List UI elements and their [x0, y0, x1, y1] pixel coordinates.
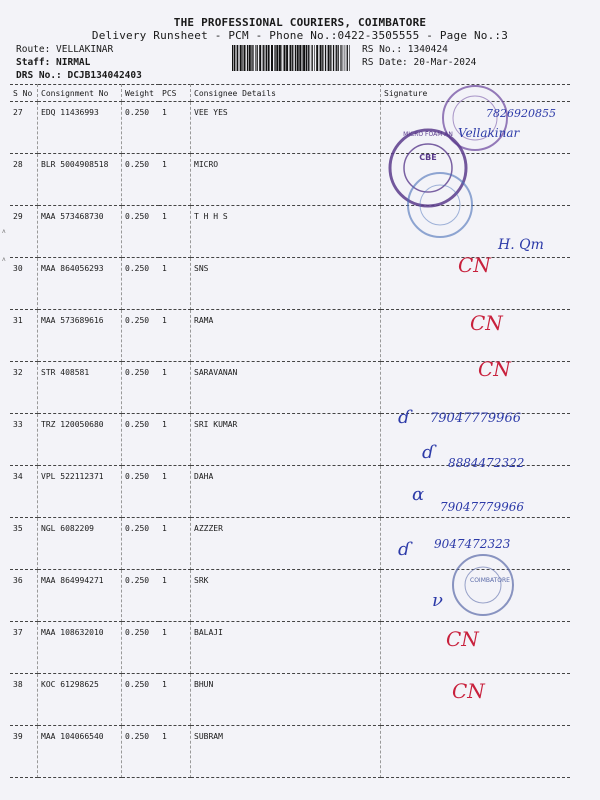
handwritten-signature: ɗ [398, 539, 411, 560]
cell-consignee: MICRO [191, 154, 381, 206]
barcode-bar [292, 45, 293, 71]
barcode-bar [232, 45, 233, 71]
col-header-signature: Signature [381, 85, 571, 102]
barcode-bar [240, 45, 242, 71]
cell-sno: 32 [10, 362, 38, 414]
barcode-bar [302, 45, 303, 71]
cell-consignment-no: TRZ 120050680 [38, 414, 122, 466]
barcode-image [232, 45, 352, 71]
barcode-bar [310, 45, 311, 71]
cell-weight: 0.250 [122, 258, 160, 310]
handwritten-signature: ɗ [398, 407, 411, 428]
cell-consignment-no: EDQ 11436993 [38, 102, 122, 154]
cell-sno: 28 [10, 154, 38, 206]
cell-consignee: RAMA [191, 310, 381, 362]
table-row [10, 154, 570, 206]
barcode-bar [236, 45, 237, 71]
handwritten-phone: 7826920855 [486, 107, 556, 120]
barcode-bar [338, 45, 339, 71]
barcode-bar [251, 45, 252, 71]
cell-pcs: 1 [159, 570, 191, 622]
cell-consignee: SNS [191, 258, 381, 310]
barcode-bar [282, 45, 283, 71]
barcode-bar [303, 45, 305, 71]
cell-signature [381, 674, 571, 726]
barcode-bar [234, 45, 235, 71]
table-row [10, 726, 570, 778]
cell-consignee: SRK [191, 570, 381, 622]
barcode-bar [244, 45, 246, 71]
barcode-bar [320, 45, 322, 71]
table-row [10, 622, 570, 674]
route-label: Route: VELLAKINAR [16, 44, 114, 55]
barcode-bar [271, 45, 273, 71]
cell-consignment-no: MAA 104066540 [38, 726, 122, 778]
table-row [10, 102, 570, 154]
barcode-bar [330, 45, 331, 71]
barcode-bar [279, 45, 281, 71]
barcode-bar [237, 45, 238, 71]
cell-signature [381, 102, 571, 154]
barcode-bar [297, 45, 299, 71]
company-title: THE PROFESSIONAL COURIERS, COIMBATORE [173, 16, 427, 29]
cell-sno: 29 [10, 206, 38, 258]
cell-weight: 0.250 [122, 466, 160, 518]
stamp-ring-text: MICRO FOAM AN [403, 131, 453, 138]
table-row [10, 362, 570, 414]
cell-consignment-no: BLR 5004908518 [38, 154, 122, 206]
cell-sno: 37 [10, 622, 38, 674]
cell-pcs: 1 [159, 362, 191, 414]
handwritten-cn: CN [458, 253, 491, 277]
cell-pcs: 1 [159, 310, 191, 362]
cell-signature [381, 154, 571, 206]
cell-weight: 0.250 [122, 726, 160, 778]
barcode-bar [341, 45, 342, 71]
barcode-bar [259, 45, 261, 71]
cell-consignee: BALAJI [191, 622, 381, 674]
cell-weight: 0.250 [122, 102, 160, 154]
handwritten-cn: CN [470, 311, 503, 335]
barcode-bar [333, 45, 334, 71]
cell-consignment-no: MAA 108632010 [38, 622, 122, 674]
cell-signature [381, 310, 571, 362]
barcode-bar [257, 45, 258, 71]
cell-consignment-no: MAA 864994271 [38, 570, 122, 622]
table-row [10, 674, 570, 726]
cell-pcs: 1 [159, 414, 191, 466]
cell-pcs: 1 [159, 518, 191, 570]
handwritten-signature: H. Qm [498, 237, 544, 253]
cell-sno: 30 [10, 258, 38, 310]
cell-pcs: 1 [159, 674, 191, 726]
cell-weight: 0.250 [122, 310, 160, 362]
col-header-consignment: Consignment No [38, 85, 122, 102]
cell-consignment-no: MAA 573689616 [38, 310, 122, 362]
cell-pcs: 1 [159, 206, 191, 258]
handwritten-signature: Vellakinar [458, 126, 520, 140]
table-row [10, 258, 570, 310]
cell-sno: 36 [10, 570, 38, 622]
cell-consignee: SUBRAM [191, 726, 381, 778]
handwritten-signature: ν [432, 590, 443, 611]
barcode-bar [316, 45, 318, 71]
cell-consignment-no: VPL 522112371 [38, 466, 122, 518]
cell-signature [381, 518, 571, 570]
rs-number: RS No.: 1340424 [362, 44, 448, 55]
cell-sno: 33 [10, 414, 38, 466]
table-header-row [10, 85, 570, 102]
barcode-bar [266, 45, 267, 71]
cell-sno: 35 [10, 518, 38, 570]
barcode-bar [347, 45, 348, 71]
col-header-pcs: PCS [159, 85, 191, 102]
cell-pcs: 1 [159, 154, 191, 206]
cell-weight: 0.250 [122, 414, 160, 466]
cell-consignment-no: MAA 573468730 [38, 206, 122, 258]
cell-sno: 34 [10, 466, 38, 518]
barcode-bar [343, 45, 344, 71]
cell-signature [381, 726, 571, 778]
table-row [10, 310, 570, 362]
barcode-bar [349, 45, 350, 71]
barcode-bar [253, 45, 254, 71]
cell-signature [381, 206, 571, 258]
cell-consignee: AZZZER [191, 518, 381, 570]
barcode-bar [345, 45, 346, 71]
barcode-bar [249, 45, 251, 71]
cell-pcs: 1 [159, 102, 191, 154]
cell-sno: 38 [10, 674, 38, 726]
rs-date: RS Date: 20-Mar-2024 [362, 57, 477, 68]
barcode-bar [322, 45, 323, 71]
handwritten-signature: ɑ [412, 484, 425, 505]
cell-weight: 0.250 [122, 518, 160, 570]
table-row [10, 466, 570, 518]
barcode-bar [336, 45, 337, 71]
cell-consignee: SARAVANAN [191, 362, 381, 414]
barcode-bar [265, 45, 266, 71]
cell-weight: 0.250 [122, 674, 160, 726]
handwritten-cn: CN [478, 357, 511, 381]
barcode-bar [268, 45, 270, 71]
table-row [10, 414, 570, 466]
cell-consignee: BHUN [191, 674, 381, 726]
cell-signature [381, 622, 571, 674]
cell-pcs: 1 [159, 622, 191, 674]
barcode-bar [299, 45, 301, 71]
barcode-bar [312, 45, 313, 71]
table-row [10, 518, 570, 570]
barcode-bar [263, 45, 264, 71]
cell-signature [381, 414, 571, 466]
cell-consignment-no: KOC 61298625 [38, 674, 122, 726]
cell-signature [381, 362, 571, 414]
cell-signature [381, 258, 571, 310]
barcode-bar [276, 45, 278, 71]
table-row [10, 570, 570, 622]
drs-label: DRS No.: DCJB134042403 [16, 70, 142, 81]
barcode-bar [247, 45, 248, 71]
cell-sno: 31 [10, 310, 38, 362]
barcode-bar [286, 45, 288, 71]
barcode-bar [274, 45, 275, 71]
col-header-weight: Weight [122, 85, 160, 102]
cell-weight: 0.250 [122, 206, 160, 258]
cell-consignment-no: MAA 864056293 [38, 258, 122, 310]
cell-weight: 0.250 [122, 154, 160, 206]
staff-label: Staff: NIRMAL [16, 57, 91, 68]
cell-consignment-no: NGL 6082209 [38, 518, 122, 570]
barcode-bar [306, 45, 307, 71]
cell-signature [381, 466, 571, 518]
barcode-bar [255, 45, 256, 71]
runsheet-subtitle: Delivery Runsheet - PCM - Phone No.:0422-3505555 - Page No.:3 [91, 29, 509, 42]
col-header-sno: S No [10, 85, 38, 102]
runsheet-table [10, 84, 570, 778]
cell-weight: 0.250 [122, 362, 160, 414]
barcode-bar [295, 45, 296, 71]
cell-consignee: DAHA [191, 466, 381, 518]
cell-consignment-no: STR 408581 [38, 362, 122, 414]
barcode-bar [314, 45, 315, 71]
handwritten-cn: CN [446, 627, 479, 651]
cell-signature [381, 570, 571, 622]
handwritten-cn: CN [452, 679, 485, 703]
barcode-bar [242, 45, 243, 71]
barcode-bar [325, 45, 326, 71]
cell-consignee: T H H S [191, 206, 381, 258]
cell-pcs: 1 [159, 466, 191, 518]
handwritten-phone: 79047779966 [430, 411, 521, 426]
handwritten-phone: 8884472322 [448, 456, 525, 470]
margin-mark: ʌ [2, 256, 6, 263]
stamp-center-text: CBE [419, 153, 437, 162]
barcode-bar [290, 45, 292, 71]
barcode-bar [284, 45, 286, 71]
cell-pcs: 1 [159, 726, 191, 778]
cell-weight: 0.250 [122, 570, 160, 622]
stamp-coimbatore-text: COIMBATORE [470, 577, 510, 584]
cell-sno: 27 [10, 102, 38, 154]
margin-mark: ʌ [2, 228, 6, 235]
cell-pcs: 1 [159, 258, 191, 310]
barcode-bar [308, 45, 309, 71]
cell-weight: 0.250 [122, 622, 160, 674]
handwritten-phone: 79047779966 [440, 500, 524, 514]
handwritten-signature: ɗ [422, 442, 435, 463]
barcode-bar [340, 45, 341, 71]
table-row [10, 206, 570, 258]
cell-consignee: VEE YES [191, 102, 381, 154]
col-header-consignee: Consignee Details [191, 85, 381, 102]
barcode-bar [328, 45, 330, 71]
cell-consignee: SRI KUMAR [191, 414, 381, 466]
cell-sno: 39 [10, 726, 38, 778]
handwritten-phone: 9047472323 [434, 537, 511, 551]
